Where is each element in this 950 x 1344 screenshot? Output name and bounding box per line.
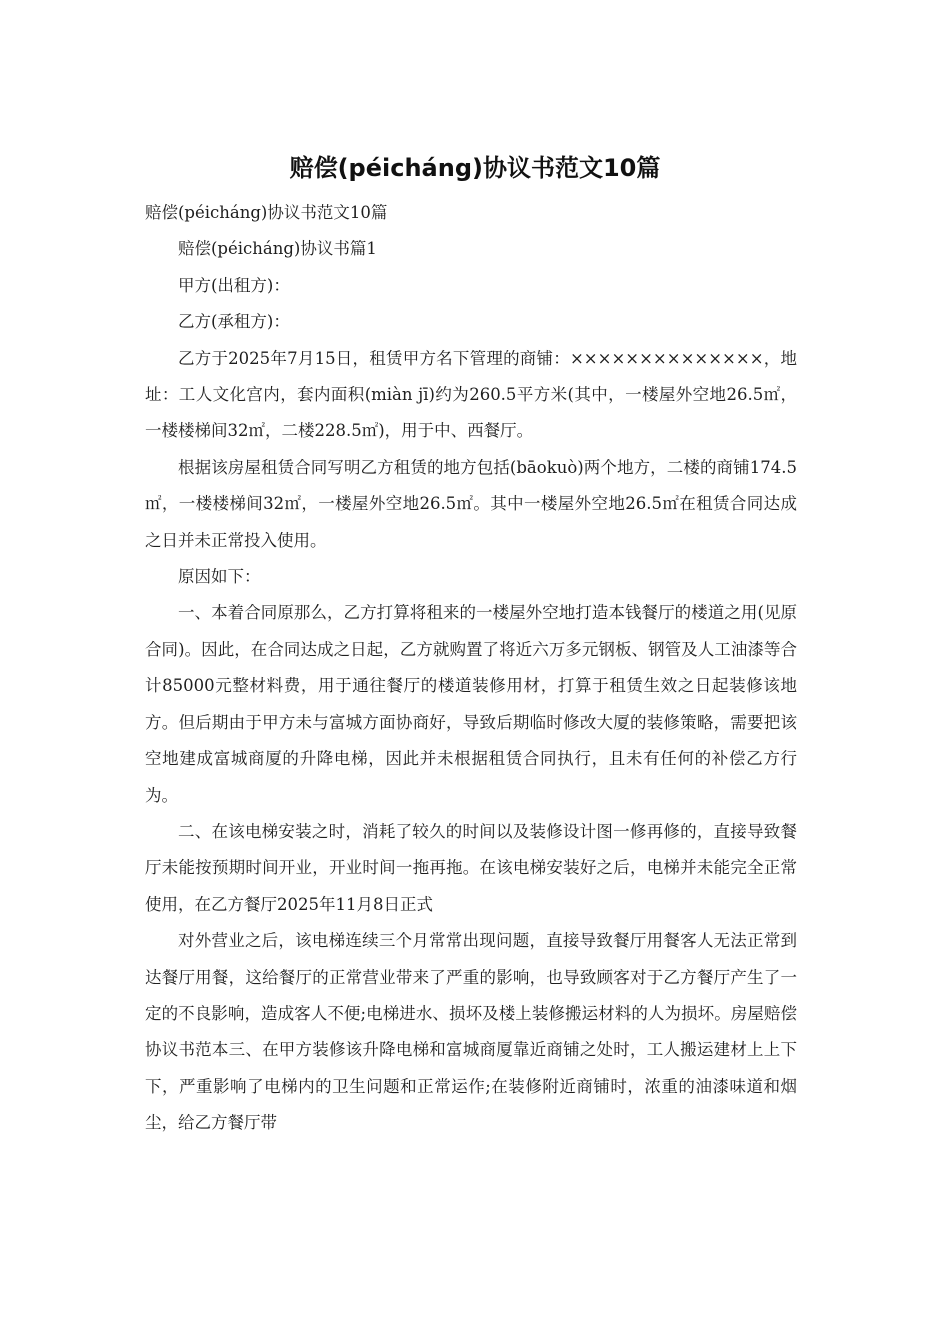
paragraph: 二、在该电梯安装之时，消耗了较久的时间以及装修设计图一修再修的，直接导致餐厅未能按预期时间开业，开业时间一拖再拖。在该电梯安装好之后，电梯并未能完全正常使用，在乙方餐厅2025年11月8日正式 <box>145 821 797 914</box>
paragraph: 乙方于2025年7月15日，租赁甲方名下管理的商铺：××××××××××××××，地址：工人文化宫内，套内面积(miàn jī)约为260.5平方米(其中，一楼屋外空地26.5㎡，一楼楼梯间32㎡，二楼228.5㎡)，用于中、西餐厅。 <box>145 348 797 441</box>
paragraph: 一、本着合同原那么，乙方打算将租来的一楼屋外空地打造本钱餐厅的楼道之用(见原合同)。因此，在合同达成之日起，乙方就购置了将近六万多元钢板、钢管及人工油漆等合计85000元整材料费，用于通往餐厅的楼道装修用材，打算于租赁生效之日起装修该地方。但后期由于甲方未与富城方面协商好，导致后期临时修改大厦的装修策略，需要把该空地建成富城商厦的升降电梯，因此并未根据租赁合同执行，且未有任何的补偿乙方行为。 <box>145 603 797 805</box>
paragraph: 根据该房屋租赁合同写明乙方租赁的地方包括(bāokuò)两个地方，二楼的商铺174.5㎡，一楼楼梯间32㎡，一楼屋外空地26.5㎡。其中一楼屋外空地26.5㎡在租赁合同达成之日并未正常投入使用。 <box>145 457 797 550</box>
party-a-line: 甲方(出租方)： <box>178 275 290 295</box>
document-title: 赔偿(péicháng)协议书范文10篇 <box>289 154 661 182</box>
section-heading: 赔偿(péicháng)协议书篇1 <box>178 239 377 259</box>
party-b-line: 乙方(承租方)： <box>178 312 290 332</box>
document-subtitle: 赔偿(péicháng)协议书范文10篇 <box>145 203 388 222</box>
paragraph: 对外营业之后，该电梯连续三个月常常出现问题，直接导致餐厅用餐客人无法正常到达餐厅用餐，这给餐厅的正常营业带来了严重的影响，也导致顾客对于乙方餐厅产生了一定的不良影响，造成客人不便;电梯进水、损坏及楼上装修搬运材料的人为损坏。房屋赔偿协议书范本三、在甲方装修该升降电梯和富城商厦靠近商铺之处时，工人搬运建材上上下下，严重影响了电梯内的卫生问题和正常运作;在装修附近商铺时，浓重的油漆味道和烟尘，给乙方餐厅带 <box>145 931 797 1133</box>
paragraph: 原因如下： <box>178 567 261 587</box>
document-body <box>145 195 797 1142</box>
